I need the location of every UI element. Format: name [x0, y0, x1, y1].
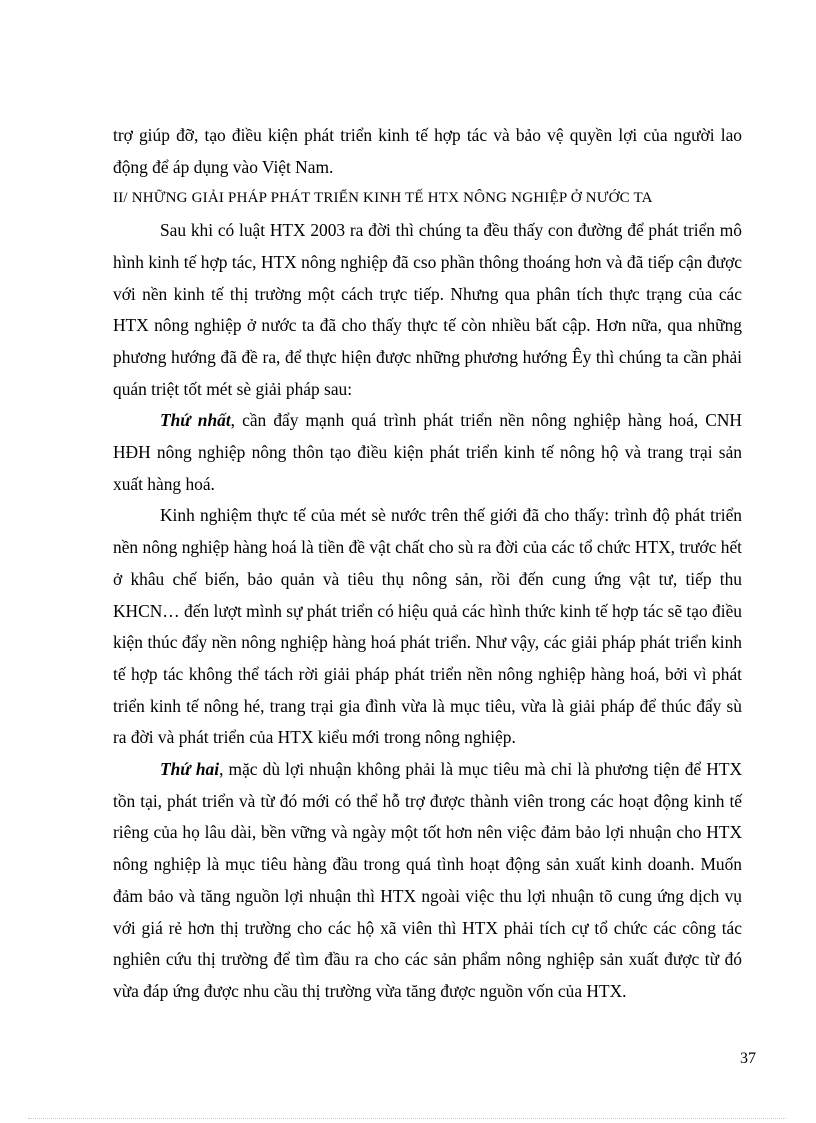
- lead-term: Thứ hai: [160, 759, 220, 780]
- lead-term: Thứ nhất: [160, 410, 231, 431]
- page-bottom-rule: [28, 1118, 786, 1119]
- paragraph-first-solution: [113, 405, 742, 500]
- paragraph: Kinh nghiệm thực tế của mét sè nước trên thế giới đã cho thấy: trình độ phát triển nền nông nghiệp hàng hoá là tiền đề vật chất cho sù ra đời của các tổ chức HTX, trước hết ở khâu chế biến, bảo quản và tiêu thụ nông sản, rồi đến cung ứng vật tư, tiếp thu KHCN… đến lượt mình sự phát triển có hiệu quả các hình thức kinh tế hợp tác sẽ tạo điều kiện thúc đẩy nền nông nghiệp hàng hoá phát triển. Như vậy, các giải pháp phát triển kinh tế hợp tác không thể tách rời giải pháp phát triển nền nông nghiệp hàng hoá, bởi vì phát triển kinh tế nông hé, trang trại gia đình vừa là mục tiêu, vừa là giải pháp để thúc đẩy sù ra đời và phát triển của HTX kiểu mới trong nông nghiệp.: [113, 505, 742, 748]
- paragraph: Sau khi có luật HTX 2003 ra đời thì chúng ta đều thấy con đường để phát triển mô hình kinh tế hợp tác, HTX nông nghiệp đã cso phần thông thoáng hơn và đã tiếp cận được với nền kinh tế thị trường một cách trực tiếp. Nhưng qua phân tích thực trạng của các HTX nông nghiệp ở nước ta đã cho thấy thực tế còn nhiều bất cập. Hơn nữa, qua những phương hướng đã đề ra, để thực hiện được những phương hướng Êy thì chúng ta cần phải quán triệt tốt mét sè giải pháp sau:: [113, 220, 742, 399]
- page-number: 37: [740, 1050, 756, 1067]
- section-heading: II/ NHỮNG GIẢI PHÁP PHÁT TRIỂN KINH TẾ HTX NÔNG NGHIỆP Ở NƯỚC TA: [113, 190, 653, 207]
- body-text: [113, 120, 742, 1008]
- paragraph-text: , cần đẩy mạnh quá trình phát triển nền nông nghiệp hàng hoá, CNH HĐH nông nghiệp nông thôn tạo điều kiện phát triển kinh tế nông hộ và trang trại sản xuất hàng hoá.: [113, 410, 742, 494]
- intro-paragraph: trợ giúp đỡ, tạo điều kiện phát triển kinh tế hợp tác và bảo vệ quyền lợi của người lao động để áp dụng vào Việt Nam.: [113, 125, 742, 177]
- paragraph-second-solution: [113, 754, 742, 1008]
- paragraph-text: , mặc dù lợi nhuận không phải là mục tiêu mà chỉ là phương tiện để HTX tồn tại, phát triển và từ đó mới có thể hỗ trợ được thành viên trong các hoạt động kinh tế riêng của họ lâu dài, bền vững và ngày một tốt hơn nên việc đảm bảo lợi nhuận cho HTX nông nghiệp là mục tiêu hàng đầu trong quá tình hoạt động sản xuất kinh doanh. Muốn đảm bảo và tăng nguồn lợi nhuận thì HTX ngoài việc thu lợi nhuận tõ cung ứng dịch vụ với giá rẻ hơn thị trường cho các hộ xã viên thì HTX phải tích cự tổ chức các công tác nghiên cứu thị trường để tìm đầu ra cho các sản phẩm nông nghiệp sản xuất được từ đó vừa đáp ứng được nhu cầu thị trường vừa tăng được nguồn vốn của HTX.: [113, 759, 742, 1001]
